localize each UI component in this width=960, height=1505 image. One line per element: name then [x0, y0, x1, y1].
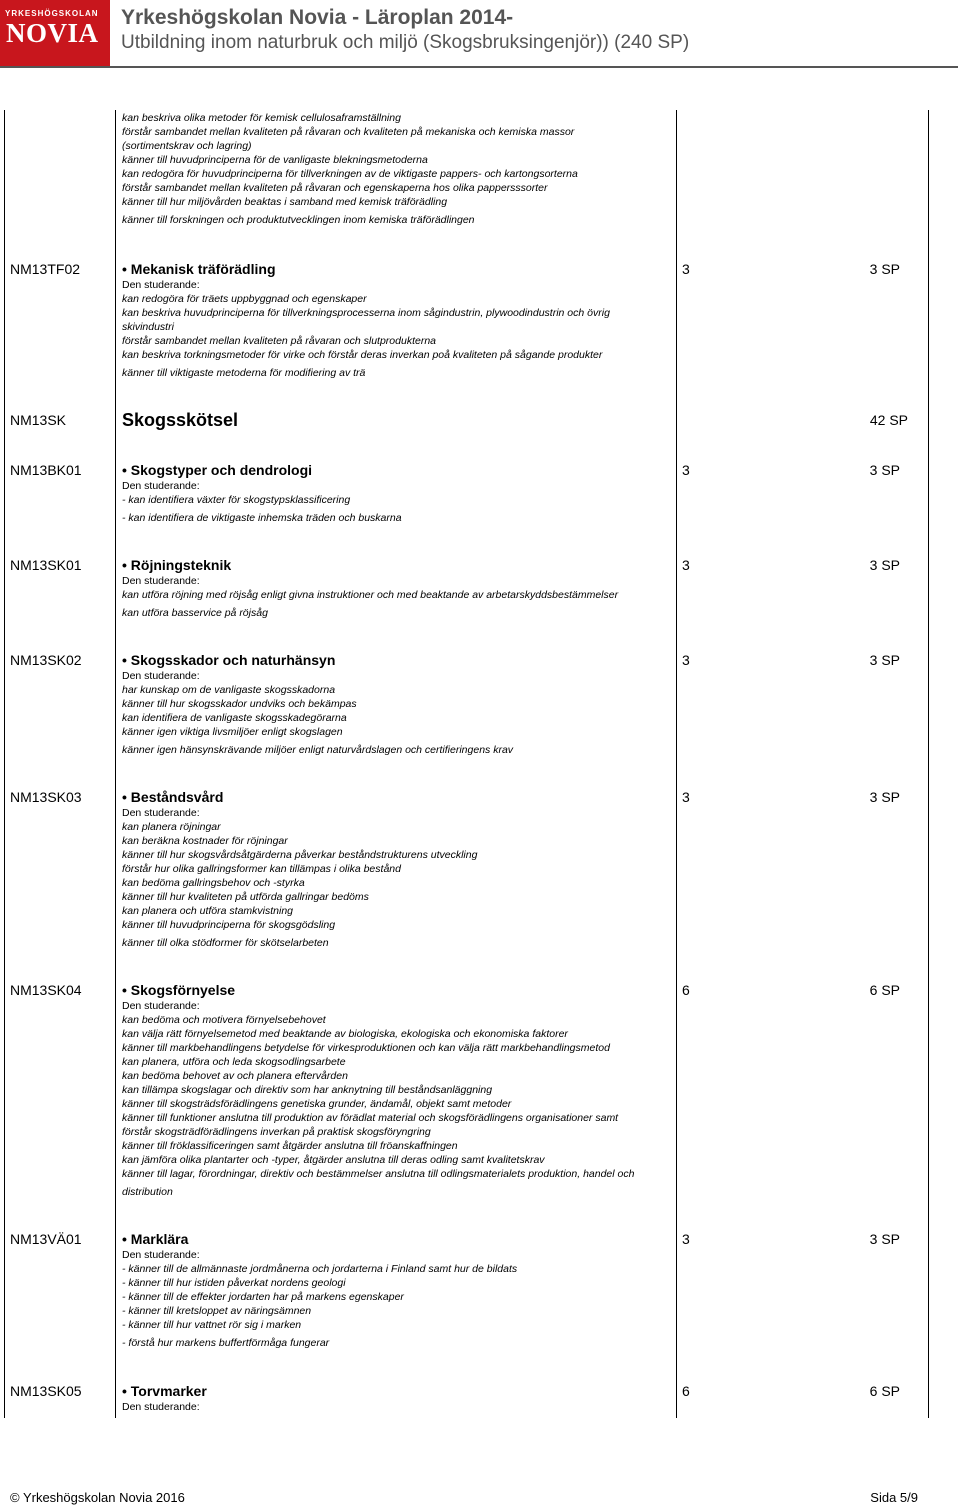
outcomes-intro: Den studerande: — [122, 807, 200, 819]
outcome-line: känner till viktigaste metoderna för modifiering av trä — [122, 367, 366, 379]
table-divider — [115, 110, 116, 1418]
outcome-line: kan beskriva olika metoder för kemisk cellulosaframställning — [122, 112, 401, 124]
logo-top-text: YRKESHÖGSKOLAN — [5, 9, 99, 18]
course-sp: 6 SP — [869, 982, 900, 998]
outcome-line: kan planera och utföra stamkvistning — [122, 905, 294, 917]
course-code: NM13SK01 — [10, 557, 82, 573]
outcomes-intro: Den studerande: — [122, 670, 200, 682]
outcome-line: känner till forskningen och produktutvecklingen inom kemiska träförädlingen — [122, 214, 475, 226]
outcome-line: känner till funktioner anslutna till produktion av förädlat material och skogsförädlingens organisationer samt — [122, 1112, 619, 1124]
course-sp: 42 SP — [869, 412, 908, 428]
outcomes-intro: Den studerande: — [122, 575, 200, 587]
outcome-line: kan utföra basservice på röjsåg — [122, 607, 268, 619]
table-divider — [928, 110, 929, 1418]
course-credits: 6 — [682, 982, 690, 998]
outcome-line: distribution — [122, 1186, 173, 1198]
course-outcomes — [122, 806, 677, 950]
course-code: NM13TF02 — [10, 261, 81, 277]
course-name: • Skogsförnyelse — [122, 982, 236, 998]
outcome-line: - förstå hur markens buffertförmåga fungerar — [122, 1337, 330, 1349]
outcome-line: (sortimentskrav och lagring) — [122, 140, 252, 152]
outcome-line: känner till lagar, förordningar, direktiv och bestämmelser anslutna till odlingsmaterialets produktion, handel och — [122, 1168, 635, 1180]
outcome-line: kan utföra röjning med röjsåg enligt givna instruktioner och med beaktande av arbetarskyddsbestämmelser — [122, 589, 619, 601]
course-outcomes — [122, 1400, 677, 1414]
course-sp: 3 SP — [869, 789, 900, 805]
header-rule — [0, 66, 958, 68]
course-credits: 3 — [682, 652, 690, 668]
table-divider — [4, 110, 5, 1418]
course-name: • Mekanisk träförädling — [122, 261, 276, 277]
course-credits: 3 — [682, 789, 690, 805]
outcome-line: känner till hur kvaliteten på utförda gallringar bedöms — [122, 891, 369, 903]
continued-outcomes — [122, 111, 677, 227]
outcome-line: kan bedöma behovet av och planera eftervården — [122, 1070, 348, 1082]
outcome-line: förstår hur olika gallringsformer kan tillämpas i olika bestånd — [122, 863, 401, 875]
outcome-line: kan beräkna kostnader för röjningar — [122, 835, 288, 847]
course-name: • Skogstyper och dendrologi — [122, 462, 313, 478]
course-sp: 3 SP — [869, 557, 900, 573]
outcome-line: kan redogöra för huvudprinciperna för tillverkningen av de viktigaste pappers- och kartongsorterna — [122, 168, 578, 180]
outcome-line: känner till hur miljövården beaktas i samband med kemisk träförädling — [122, 196, 448, 208]
outcome-line: kan identifiera de vanligaste skogsskadegörarna — [122, 712, 347, 724]
outcome-line: förstår skogsträdförädlingens inverkan på praktisk skogsföryngring — [122, 1126, 431, 1138]
course-credits: 3 — [682, 261, 690, 277]
outcome-line: känner till olka stödformer för skötselarbeten — [122, 937, 329, 949]
course-code: NM13SK05 — [10, 1383, 82, 1399]
course-code: NM13SK — [10, 412, 67, 428]
course-name: • Marklära — [122, 1231, 189, 1247]
outcome-line: kan planera röjningar — [122, 821, 221, 833]
course-outcomes — [122, 1248, 677, 1350]
page-header — [0, 0, 960, 66]
document-subtitle: Utbildning inom naturbruk och miljö (Skogsbruksingenjör)) (240 SP) — [121, 32, 690, 53]
course-sp: 3 SP — [869, 1231, 900, 1247]
outcome-line: kan tillämpa skogslagar och direktiv som har anknytning till beståndsanläggning — [122, 1084, 493, 1096]
course-sp: 3 SP — [869, 652, 900, 668]
outcome-line: känner till huvudprinciperna för skogsgödsling — [122, 919, 336, 931]
course-credits: 3 — [682, 557, 690, 573]
outcome-line: förstår sambandet mellan kvaliteten på råvaran och egenskaperna hos olika pappersssorter — [122, 182, 548, 194]
course-outcomes — [122, 999, 677, 1199]
outcome-line: känner till skogsträdsförädlingens genetiska grunder, ändamål, objekt samt metoder — [122, 1098, 512, 1110]
course-outcomes — [122, 574, 677, 620]
course-name: • Röjningsteknik — [122, 557, 232, 573]
outcome-line: kan planera, utföra och leda skogsodlingsarbete — [122, 1056, 346, 1068]
outcome-line: - känner till hur istiden påverkat nordens geologi — [122, 1277, 346, 1289]
outcome-line: kan beskriva huvudprinciperna för tillverkningsprocesserna inom sågindustrin, plywoodindustrin och övrig — [122, 307, 610, 319]
logo-main-text: NOVIA — [6, 18, 99, 48]
outcomes-intro: Den studerande: — [122, 279, 200, 291]
course-credits: 3 — [682, 462, 690, 478]
course-name: • Beståndsvård — [122, 789, 224, 805]
outcome-line: kan välja rätt förnyelsemetod med beaktande av biologiska, ekologiska och ekonomiska faktorer — [122, 1028, 568, 1040]
outcome-line: känner till hur skogsvårdsåtgärderna påverkar beståndstrukturens utveckling — [122, 849, 478, 861]
outcomes-intro: Den studerande: — [122, 1000, 200, 1012]
footer-copyright: © Yrkeshögskolan Novia 2016 — [10, 1490, 185, 1505]
outcome-line: förstår sambandet mellan kvaliteten på råvaran och kvaliteten på mekaniska och kemiska massor — [122, 126, 575, 138]
outcomes-intro: Den studerande: — [122, 1249, 200, 1261]
outcome-line: känner igen viktiga livsmiljöer enligt skogslagen — [122, 726, 343, 738]
outcome-line: känner till hur skogsskador undviks och bekämpas — [122, 698, 357, 710]
document-title: Yrkeshögskolan Novia - Läroplan 2014- — [121, 6, 514, 29]
outcomes-intro: Den studerande: — [122, 1401, 200, 1413]
course-sp: 6 SP — [869, 1383, 900, 1399]
outcome-line: känner till markbehandlingens betydelse för virkesproduktionen och kan välja rätt markbehandlingsmetod — [122, 1042, 610, 1054]
course-code: NM13BK01 — [10, 462, 82, 478]
novia-logo — [0, 0, 110, 66]
course-name: Skogsskötsel — [122, 410, 239, 430]
outcome-line: kan bedöma och motivera förnyelsebehovet — [122, 1014, 326, 1026]
outcome-line: har kunskap om de vanligaste skogsskadorna — [122, 684, 336, 696]
outcome-line: kan beskriva torkningsmetoder för virke och förstår deras inverkan poå kvaliteten på sågande produkter — [122, 349, 603, 361]
outcome-line: - kan identifiera växter för skogstypsklassificering — [122, 494, 351, 506]
outcome-line: - känner till hur vattnet rör sig i marken — [122, 1319, 302, 1331]
outcome-line: känner till fröklassificeringen samt åtgärder anslutna till fröanskaffningen — [122, 1140, 458, 1152]
outcomes-intro: Den studerande: — [122, 480, 200, 492]
course-sp: 3 SP — [869, 462, 900, 478]
course-outcomes — [122, 669, 677, 757]
course-credits: 6 — [682, 1383, 690, 1399]
outcome-line: kan jämföra olika plantarter och -typer, åtgärder anslutna till deras odling samt kvalitetskrav — [122, 1154, 545, 1166]
course-credits: 3 — [682, 1231, 690, 1247]
course-sp: 3 SP — [869, 261, 900, 277]
course-name: • Skogsskador och naturhänsyn — [122, 652, 336, 668]
footer-page-number: Sida 5/9 — [870, 1490, 918, 1505]
course-outcomes — [122, 479, 677, 525]
outcome-line: - känner till de effekter jordarten har på markens egenskaper — [122, 1291, 404, 1303]
course-code: NM13SK02 — [10, 652, 82, 668]
outcome-line: känner igen hänsynskrävande miljöer enligt naturvårdslagen och certifieringens krav — [122, 744, 514, 756]
outcome-line: - kan identifiera de viktigaste inhemska träden och buskarna — [122, 512, 402, 524]
course-code: NM13SK03 — [10, 789, 82, 805]
course-outcomes — [122, 278, 677, 380]
course-code: NM13VÄ01 — [10, 1231, 82, 1247]
outcome-line: förstår sambandet mellan kvaliteten på råvaran och slutprodukterna — [122, 335, 437, 347]
outcome-line: känner till huvudprinciperna för de vanligaste blekningsmetoderna — [122, 154, 428, 166]
outcome-line: skivindustri — [122, 321, 174, 333]
outcome-line: - känner till kretsloppet av näringsämnen — [122, 1305, 312, 1317]
outcome-line: kan redogöra för träets uppbyggnad och egenskaper — [122, 293, 367, 305]
outcome-line: - känner till de allmännaste jordmånerna och jordarterna i Finland samt hur de bildats — [122, 1263, 518, 1275]
course-code: NM13SK04 — [10, 982, 82, 998]
course-name: • Torvmarker — [122, 1383, 207, 1399]
outcome-line: kan bedöma gallringsbehov och -styrka — [122, 877, 305, 889]
